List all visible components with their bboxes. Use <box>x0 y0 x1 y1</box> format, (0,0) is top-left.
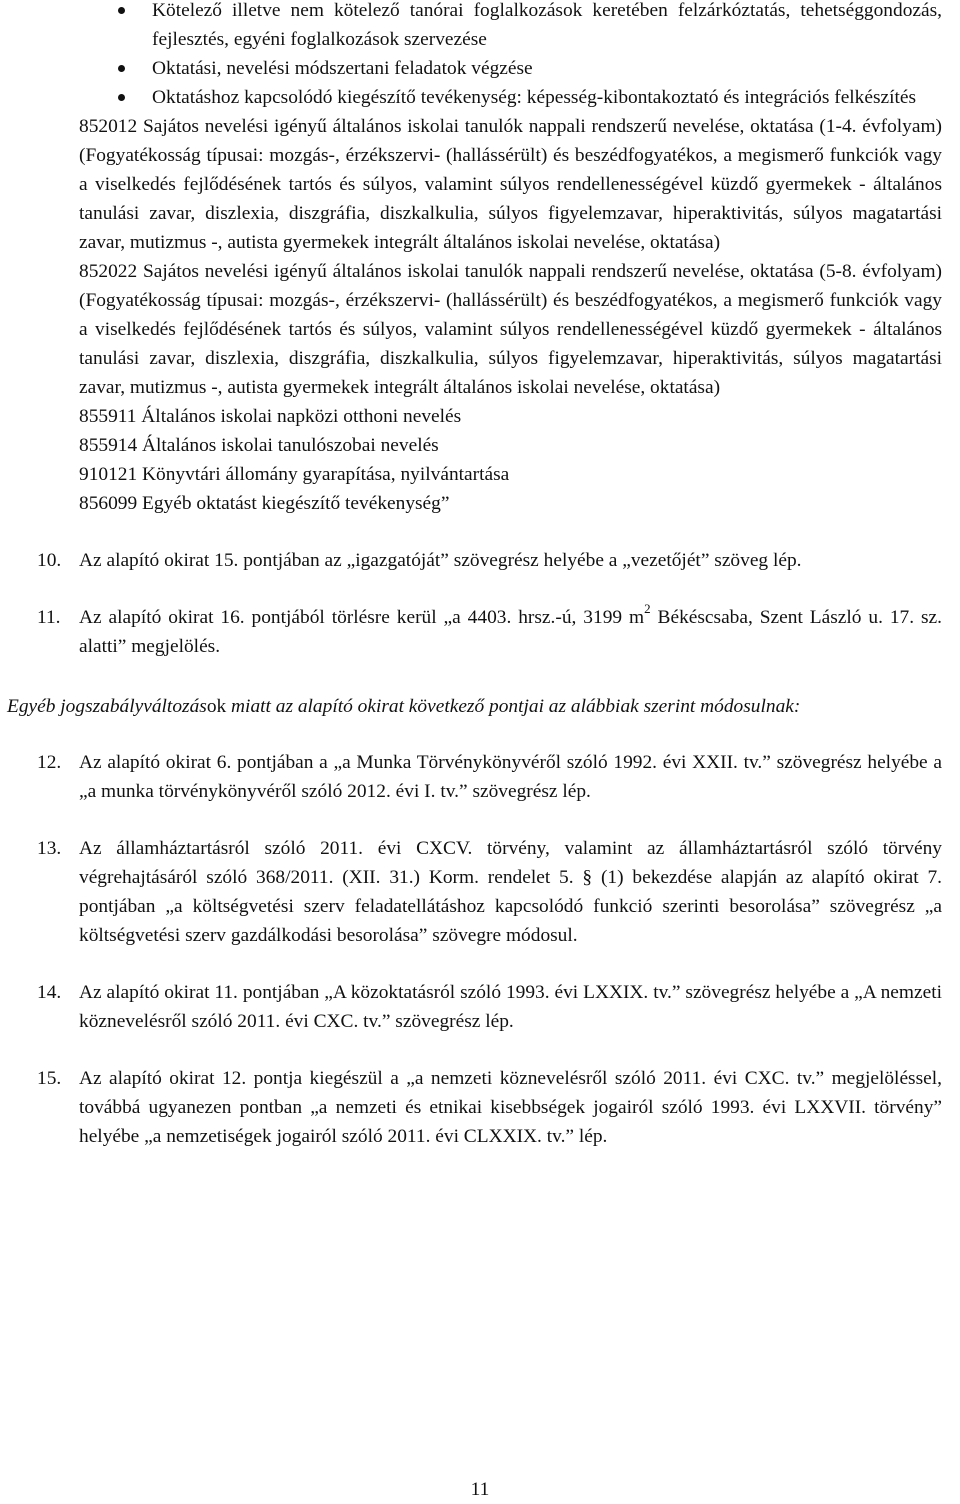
numbered-item-14 <box>0 978 960 1036</box>
numbered-item-12 <box>0 748 960 806</box>
activity-code-list <box>0 112 960 518</box>
page-number: 11 <box>470 1479 490 1500</box>
italic-part: Egyéb jogszabályváltozás <box>7 696 207 717</box>
numbered-item-10 <box>0 546 960 575</box>
superscript: 2 <box>644 600 651 616</box>
bullet-dot-icon <box>118 7 125 14</box>
bullet-dot-icon <box>118 94 125 101</box>
bullet-item <box>0 0 960 54</box>
item-text: Az alapító okirat 12. pontja kiegészül a „a nemzeti köznevelésről szóló 2011. évi CXC. tv.” megjelöléssel, továbbá ugyanezen pontban „a nemzeti és etnikai kisebbségek jogairól szóló 1993. évi LXXVII. törvény” helyébe „a nemzetiségek jogairól szóló 2011. évi CLXXIX. tv.” lép. <box>79 1068 942 1147</box>
activity-code: 852022 Sajátos nevelési igényű általános iskolai tanulók nappali rendszerű nevelése, oktatása (5-8. évfolyam) (Fogyatékosság típusai: mozgás-, érzékszervi- (hallássérült) és beszédfogyatékos, a megismerő funkciók vagy a viselkedés fejlődésének tartós és súlyos, valamint súlyos rendellenességével küzdő gyermekek - általános tanulási zavar, diszlexia, diszgráfia, diszkalkulia, súlyos figyelemzavar, hiperaktivitás, súlyos magatartási zavar, mutizmus -, autista gyermekek integrált általános iskolai nevelése, oktatása) <box>79 261 942 398</box>
bullet-item <box>0 83 960 112</box>
bullet-text: Oktatáshoz kapcsolódó kiegészítő tevékenység: képesség-kibontakoztató és integrációs felkészítés <box>152 87 917 108</box>
item-text: Az alapító okirat 15. pontjában az „igazgatóját” szövegrész helyébe a „vezetőjét” szöveg lép. <box>79 550 802 571</box>
item-number: 13. <box>37 838 62 859</box>
item-number: 14. <box>37 982 62 1003</box>
numbered-item-13 <box>0 834 960 950</box>
numbered-item-11 <box>0 600 960 661</box>
bullet-dot-icon <box>118 65 125 72</box>
numbered-item-15 <box>0 1064 960 1151</box>
item-text-part: Az alapító okirat 16. pontjából törlésre kerül „a 4403. hrsz.-ú, 3199 m <box>79 607 645 628</box>
item-text-part: Békéscsaba, Szent László u. 17. sz. alatti” megjelölés. <box>79 607 942 657</box>
bullet-item <box>0 54 960 83</box>
activity-code: 855914 Általános iskolai tanulószobai nevelés <box>79 435 439 456</box>
item-text: Az államháztartásról szóló 2011. évi CXCV. törvény, valamint az államháztartásról szóló törvény végrehajtásáról szóló 368/2011. (XII. 31.) Korm. rendelet 5. § (1) bekezdése alapján az alapító okirat 7. pontjában „a költségvetési szerv feladatellátáshoz kapcsolódó funkció szerinti besorolása” szövegrész „a költségvetési szerv gazdálkodási besorolása” szövegre módosul. <box>79 838 942 946</box>
italic-part: miatt az alapító okirat következő pontjai az alábbiak szerint módosulnak: <box>226 696 801 717</box>
item-number: 10. <box>37 550 62 571</box>
bullet-list <box>0 0 960 112</box>
item-number: 12. <box>37 752 62 773</box>
upright-part: ok <box>206 696 227 717</box>
item-number: 11. <box>37 607 61 628</box>
activity-code: 856099 Egyéb oktatást kiegészítő tevékenység” <box>79 493 450 514</box>
item-number: 15. <box>37 1068 62 1089</box>
bullet-text: Oktatási, nevelési módszertani feladatok végzése <box>152 58 533 79</box>
item-text: Az alapító okirat 6. pontjában a „a Munka Törvénykönyvéről szóló 1992. évi XXII. tv.” szövegrész helyébe a „a munka törvénykönyvéről szóló 2012. évi I. tv.” szövegrész lép. <box>79 752 942 802</box>
activity-code: 852012 Sajátos nevelési igényű általános iskolai tanulók nappali rendszerű nevelése, oktatása (1-4. évfolyam) (Fogyatékosság típusai: mozgás-, érzékszervi- (hallássérült) és beszédfogyatékos, a megismerő funkciók vagy a viselkedés fejlődésének tartós és súlyos, valamint súlyos rendellenességével küzdő gyermekek - általános tanulási zavar, diszlexia, diszgráfia, diszkalkulia, súlyos figyelemzavar, hiperaktivitás, súlyos magatartási zavar, mutizmus -, autista gyermekek integrált általános iskolai nevelése, oktatása) <box>79 116 942 253</box>
item-text <box>79 600 942 661</box>
activity-code: 910121 Könyvtári állomány gyarapítása, nyilvántartása <box>79 464 510 485</box>
italic-intro-paragraph <box>0 692 960 721</box>
item-text: Az alapító okirat 11. pontjában „A közoktatásról szóló 1993. évi LXXIX. tv.” szövegrész helyébe a „A nemzeti köznevelésről szóló 2011. évi CXC. tv.” szövegrész lép. <box>79 982 942 1032</box>
bullet-text: Kötelező illetve nem kötelező tanórai foglalkozások keretében felzárkóztatás, tehetséggondozás, fejlesztés, egyéni foglalkozások szervezése <box>152 0 942 50</box>
activity-code: 855911 Általános iskolai napközi otthoni nevelés <box>79 406 462 427</box>
